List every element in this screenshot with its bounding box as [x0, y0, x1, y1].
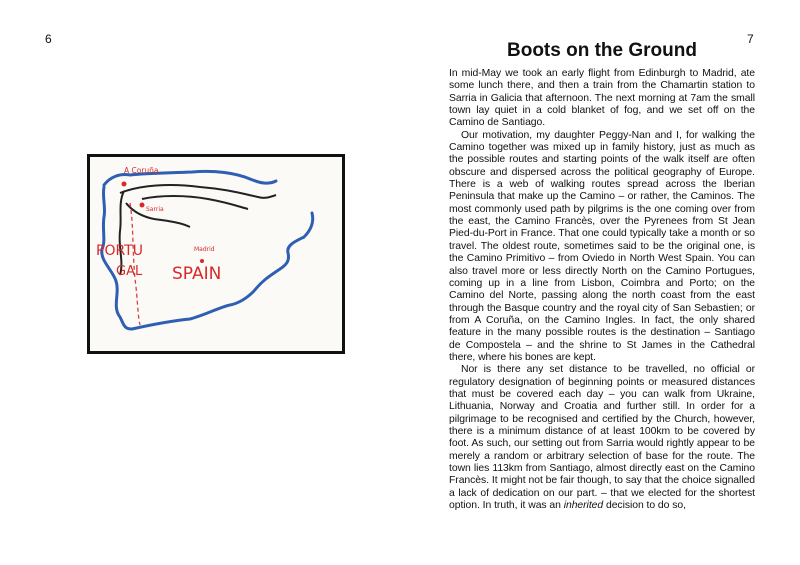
label-spain: SPAIN [172, 264, 222, 284]
paragraph: In mid-May we took an early flight from Edinburgh to Madrid, ate some lunch there, and then a train from the Chamartin station to Sarria in Galicia that afternoon. The next morning at 7am the small town lay quiet in a cold blanket of fog, and we set off on the Camino de Santiago. [449, 68, 755, 129]
label-coruna: A Coruña [124, 166, 159, 175]
italic-word: inherited [563, 500, 604, 512]
label-portugal-1: PORTU [96, 243, 143, 259]
label-madrid: Madrid [194, 246, 215, 253]
sarria-marker [140, 203, 145, 208]
route-portugues [120, 191, 124, 275]
madrid-marker [200, 259, 204, 263]
label-portugal-2: GAL [116, 264, 143, 279]
route-north [120, 185, 276, 198]
coastline-south [132, 213, 313, 329]
iberia-map-drawing [90, 157, 342, 351]
paragraph-tail: decision to do so, [603, 500, 686, 512]
page-title: Boots on the Ground [507, 40, 697, 61]
paragraph-text: Nor is there any set distance to be travelled, no official or regulatory designation of beginning points or measured distances that must be covered each day – you can walk from Ukraine, Lithuania, Norway and Croatia and further still. In order for a pilgrimage to be recognised and certified by the Church, however, there is a minimum distance of at least 100km to be covered by foot. As such, our setting out from Sarria would rightly appear to be merely a random or arbitrary selection of base for the route. The town lies 113km from Santiago, almost directly east on the Camino Francès. It might not be fair though, to say that the choice signalled a lack of dedication on our part. – that we elected for the shortest option. In truth, it was an [449, 364, 755, 512]
body-text [449, 68, 755, 512]
page-number-right: 7 [747, 32, 754, 46]
page-number-left: 6 [45, 32, 52, 46]
paragraph [449, 364, 755, 512]
coruna-marker [122, 182, 127, 187]
label-sarria: Sarria [146, 206, 164, 213]
hand-drawn-map [87, 154, 345, 354]
paragraph: Our motivation, my daughter Peggy-Nan and I, for walking the Camino together was mixed up in family history, just as much as the possible routes and starting points of the walk itself are often obscure and dispersed across the political geography of Europe. There is a web of walking routes spread across the Iberian Peninsula that make up the Camino – or rather, the Caminos. The most commonly used path by pilgrims is the one coming over from the east, the Camino Francès, over the Pyrenees from St Jean Pied-du-Port in France. That one could typically take a month or so travel. The oldest route, sometimes said to be the original one, is the Camino Primitivo – from Oviedo in North West Spain. You can also travel more or less directly North on the Camino Portugues, coming up in a line from Lisbon, Coimbra and Porto; on the Camino del Norte, passing along the north coast from the east through the Basque country and the royal city of San Sebastien; or from A Coruña, on the Camino Ingles. In fact, the only shared feature in the many possible routes is the destination – Santiago de Compostela – and the shrine to St James in the Cathedral there, where his bones are kept. [449, 129, 755, 363]
